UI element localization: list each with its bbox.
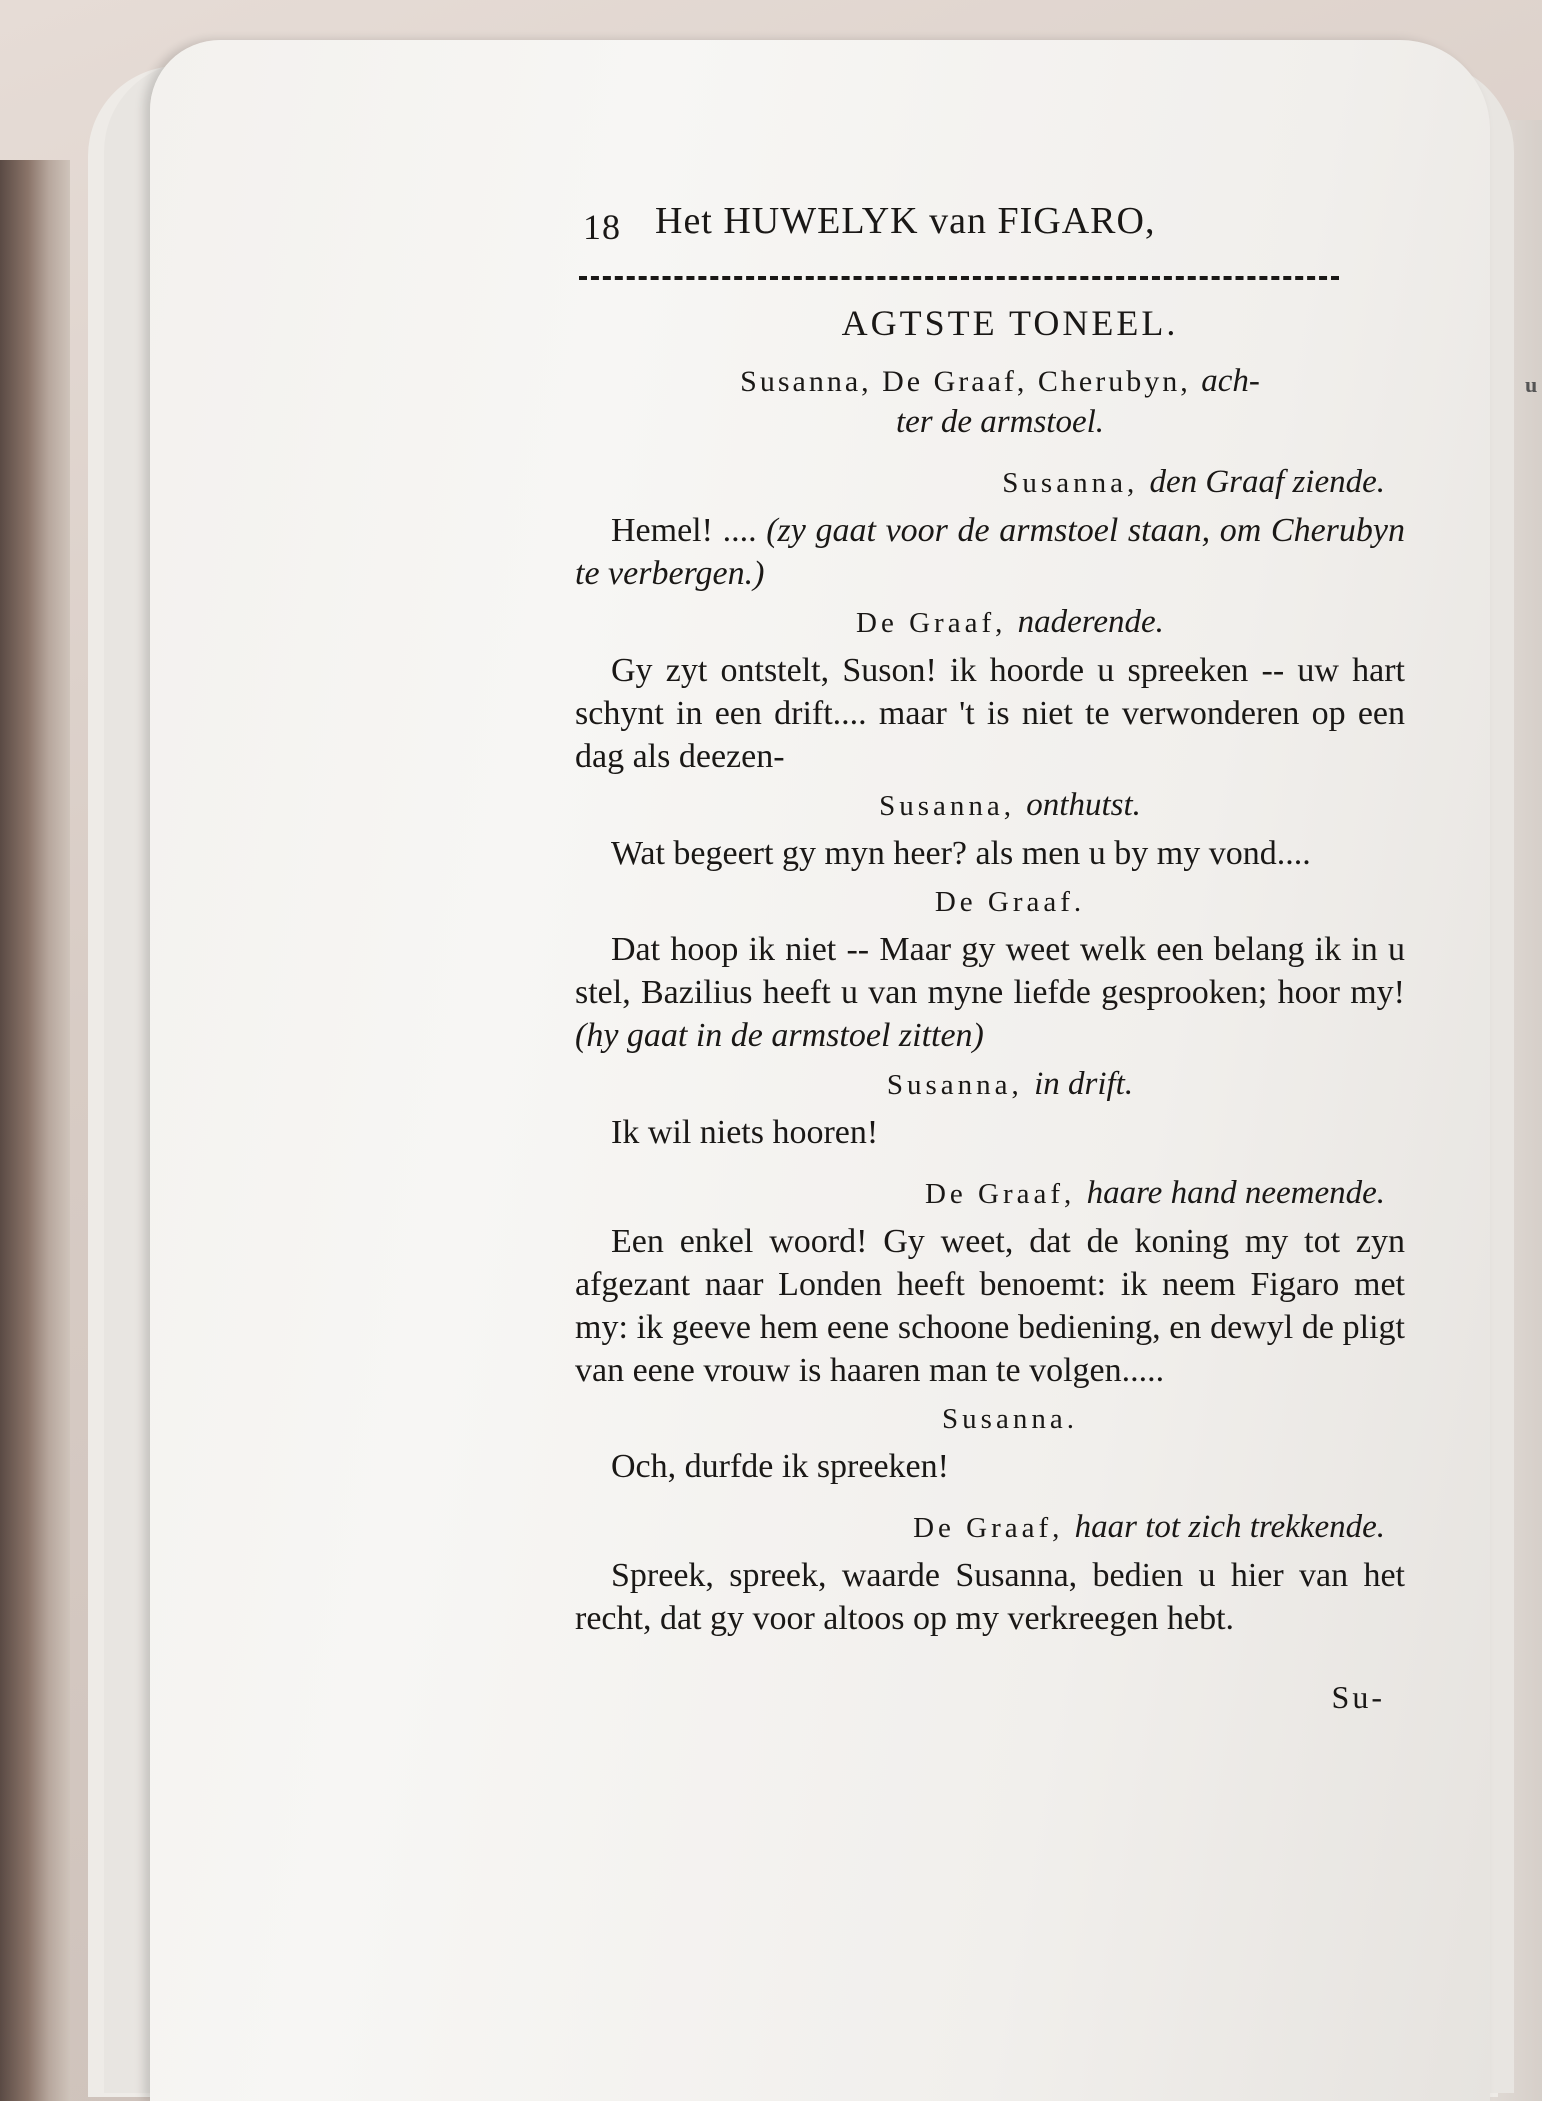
page-text [575,200,1405,1719]
running-title: Het HUWELYK van FIGARO, [655,200,1156,242]
speaker-name: De Graaf. [934,886,1086,918]
speaker-heading [575,1063,1405,1107]
speaker-heading [575,601,1405,645]
cast-direction-1: ach- [1201,363,1260,399]
catchword: Su- [1331,1679,1385,1715]
speaker-name: Susanna, [1002,467,1139,499]
speaker-heading [575,881,1405,924]
speech: Wat begeert gy myn heer? als men u by my vond.... [611,835,1311,872]
speech: Ik wil niets hooren! [611,1114,879,1151]
stage-direction: den Graaf ziende. [1149,464,1385,500]
speaker-name: De Graaf, [913,1512,1064,1544]
stage-direction: haare hand neemende. [1086,1175,1385,1211]
speech: Och, durfde ik spreeken! [611,1448,949,1485]
stage-direction: naderende. [1017,604,1164,640]
speech-text: Hemel! .... [611,512,767,549]
speech-text: Dat hoop ik niet -- Maar gy weet welk een belang ik in u stel, Bazilius heeft u van myne liefde gesprooken; hoor my! [575,931,1405,1011]
page-number: 18 [583,207,621,247]
speaker-heading [575,461,1405,505]
speech [575,509,1405,595]
speech: Gy zyt ontstelt, Suson! ik hoorde u spreeken -- uw hart schynt in een drift.... maar 't is niet te verwonderen op een dag als deezen- [575,652,1405,775]
stage-direction-inline: (zy gaat voor de armstoel staan, om Cherubyn te verbergen.) [575,512,1406,592]
cast-list [595,361,1405,443]
stage-direction: haar tot zich trekkende. [1074,1509,1385,1545]
cast-direction-2: ter de armstoel. [895,404,1105,440]
speaker-heading [575,1172,1405,1216]
speaker-name: Susanna. [942,1403,1078,1435]
stage-direction: onthutst. [1026,787,1141,823]
speaker-name: De Graaf, [924,1178,1076,1210]
speech [575,928,1405,1057]
speaker-heading [575,784,1405,828]
stage-direction: in drift. [1034,1066,1134,1102]
stage-direction-inline: (hy gaat in de armstoel zitten) [575,1017,984,1054]
speech: Spreek, spreek, waarde Susanna, bedien u hier van het recht, dat gy voor altoos op my verkreegen hebt. [575,1557,1405,1637]
facing-page-fragment: u [1525,372,1538,397]
speaker-name: Susanna, [886,1069,1023,1101]
speaker-name: Susanna, [879,790,1016,822]
speech: Een enkel woord! Gy weet, dat de koning my tot zyn afgezant naar Londen heeft benoemt: ik neem Figaro met my: ik geeve hem eene schoone bediening, en dewyl de pligt van eene vrouw is haaren man te volgen..... [575,1223,1405,1389]
speaker-name: De Graaf, [856,607,1007,639]
book-spine [0,160,70,2101]
header-rule [579,276,1339,284]
cast-names: Susanna, De Graaf, Cherubyn, [740,365,1191,398]
speaker-heading [575,1398,1405,1441]
dialogue [575,461,1405,1640]
speaker-heading [575,1506,1405,1550]
running-head [575,200,1405,250]
scene-title: AGTSTE TONEEL. [841,303,1179,343]
